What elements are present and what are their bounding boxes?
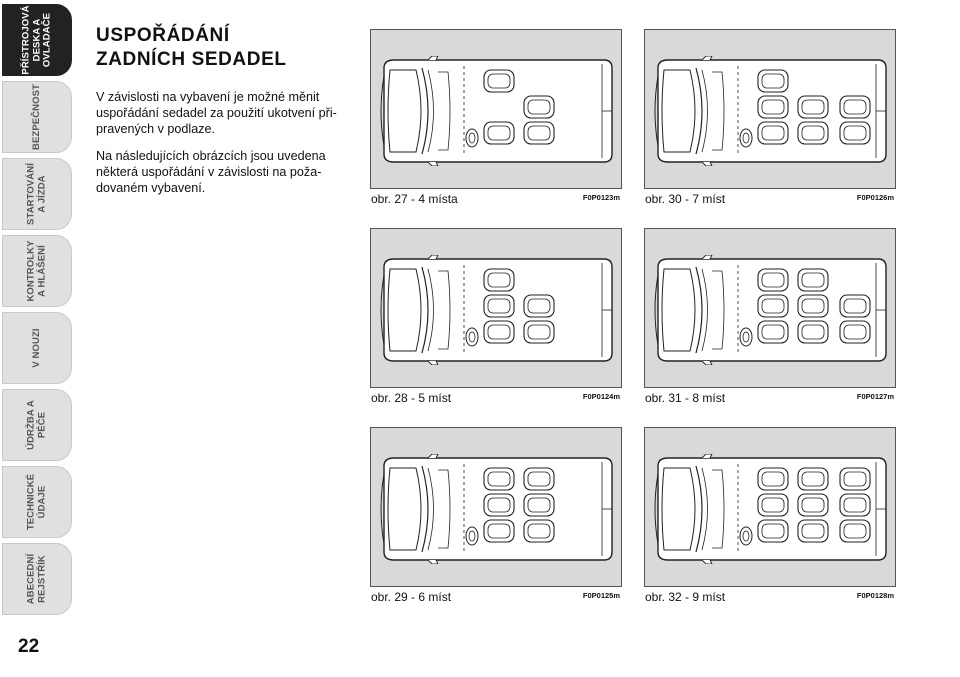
seat xyxy=(798,321,828,343)
seat xyxy=(758,321,788,343)
tab-bezpecnost[interactable] xyxy=(2,81,72,153)
seat xyxy=(524,96,554,118)
figure-code: F0P0125m xyxy=(582,591,620,600)
tab-label: TECHNICKÉ ÚDAJE xyxy=(25,473,47,531)
seat xyxy=(484,520,514,542)
figure-caption: obr. 28 - 5 míst xyxy=(371,391,452,405)
figure-28 xyxy=(370,228,622,408)
van-seat-diagram xyxy=(370,29,622,189)
figure-30 xyxy=(644,29,896,209)
paragraph-figures: Na následujících obrázcích jsou uvedena některá uspořádání v závislosti na poža-dovaném vybavení. xyxy=(96,149,326,195)
figure-32 xyxy=(644,427,896,607)
van-seat-diagram xyxy=(370,228,622,388)
figure-31 xyxy=(644,228,896,408)
seat xyxy=(758,295,788,317)
figure-29 xyxy=(370,427,622,607)
tab-label: ÚDRŽBA A PÉČE xyxy=(25,400,47,450)
seat xyxy=(798,520,828,542)
tab-technicke-udaje[interactable] xyxy=(2,466,72,538)
figure-caption: obr. 32 - 9 míst xyxy=(645,590,726,604)
seat xyxy=(524,468,554,490)
seat xyxy=(840,321,870,343)
van-illustration xyxy=(376,56,616,166)
van-illustration xyxy=(650,255,890,365)
seat xyxy=(484,70,514,92)
tab-abecedni-rejstrik[interactable] xyxy=(2,543,72,615)
seat xyxy=(798,122,828,144)
figure-27 xyxy=(370,29,622,209)
page-number: 22 xyxy=(18,636,40,657)
seat xyxy=(798,295,828,317)
tab-label: KONTROLKY A HLÁŠENÍ xyxy=(25,240,47,302)
seat xyxy=(484,295,514,317)
section-heading: USPOŘÁDÁNÍ ZADNÍCH SEDADEL xyxy=(96,25,287,70)
tab-udrzba[interactable] xyxy=(2,389,72,461)
seat xyxy=(484,122,514,144)
seat xyxy=(524,295,554,317)
seat xyxy=(798,269,828,291)
tab-label: V NOUZI xyxy=(30,328,42,368)
paragraph-intro: V závislosti na vybavení je možné měnit uspořádání sedadel za použití ukotvení při-pravených v podlaze. xyxy=(96,90,337,136)
figure-code: F0P0124m xyxy=(582,392,620,401)
figure-caption: obr. 30 - 7 míst xyxy=(645,192,726,206)
figure-caption: obr. 31 - 8 míst xyxy=(645,391,726,405)
seat xyxy=(524,494,554,516)
tab-pristrojova-deska[interactable] xyxy=(2,4,72,76)
seat xyxy=(484,468,514,490)
seat xyxy=(524,520,554,542)
seat xyxy=(758,468,788,490)
tab-kontrolky[interactable] xyxy=(2,235,72,307)
figure-code: F0P0128m xyxy=(856,591,894,600)
figure-code: F0P0126m xyxy=(856,193,894,202)
seat xyxy=(758,70,788,92)
tab-label: PŘÍSTROJOVÁ DESKA A OVLADAČE xyxy=(20,5,53,75)
figure-caption: obr. 27 - 4 místa xyxy=(371,192,458,206)
seat xyxy=(840,468,870,490)
van-seat-diagram xyxy=(644,228,896,388)
seat xyxy=(484,269,514,291)
van-seat-diagram xyxy=(644,427,896,587)
tab-label: STARTOVÁNÍ A JÍZDA xyxy=(25,163,47,225)
seat xyxy=(840,295,870,317)
figure-caption: obr. 29 - 6 míst xyxy=(371,590,452,604)
tab-startovani[interactable] xyxy=(2,158,72,230)
seat xyxy=(758,494,788,516)
seat xyxy=(758,96,788,118)
van-illustration xyxy=(650,454,890,564)
chapter-sidebar xyxy=(0,0,80,677)
tab-v-nouzi[interactable] xyxy=(2,312,72,384)
seat xyxy=(840,96,870,118)
seat xyxy=(840,494,870,516)
seat xyxy=(798,494,828,516)
seat xyxy=(798,468,828,490)
seat xyxy=(758,269,788,291)
van-seat-diagram xyxy=(644,29,896,189)
seat xyxy=(524,122,554,144)
seat xyxy=(524,321,554,343)
van-illustration xyxy=(376,255,616,365)
seat xyxy=(484,321,514,343)
van-seat-diagram xyxy=(370,427,622,587)
seat xyxy=(484,494,514,516)
van-illustration xyxy=(376,454,616,564)
van-illustration xyxy=(650,56,890,166)
seat-layout xyxy=(758,468,870,542)
seat xyxy=(840,122,870,144)
tab-label: BEZPEČNOST xyxy=(30,84,42,150)
seat xyxy=(758,122,788,144)
figure-code: F0P0123m xyxy=(582,193,620,202)
seat xyxy=(798,96,828,118)
seat xyxy=(758,520,788,542)
tab-label: ABECEDNÍ REJSTŘÍK xyxy=(25,553,47,605)
figure-code: F0P0127m xyxy=(856,392,894,401)
seat xyxy=(840,520,870,542)
